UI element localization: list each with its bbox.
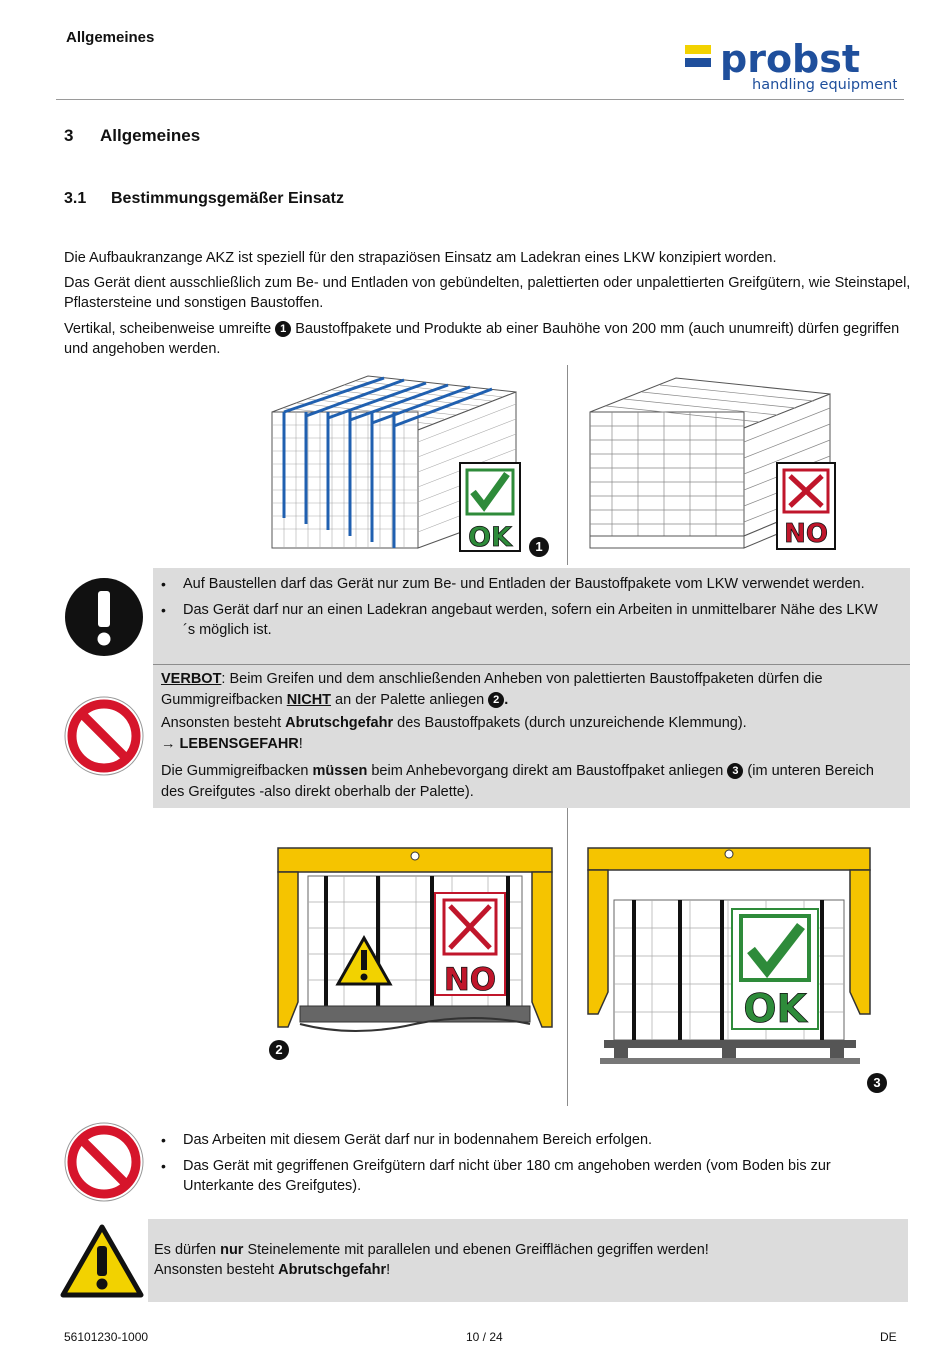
nicht-label: NICHT	[286, 692, 332, 708]
header-section-title: Allgemeines	[66, 29, 155, 46]
marker-3-figure-icon: 3	[867, 1073, 887, 1093]
lebensgefahr-line: → LEBENSGEFAHR!	[161, 736, 303, 752]
arrow-right-icon: →	[161, 736, 176, 752]
ok-label-2: OK	[743, 987, 807, 1030]
prohibition-2-icon	[64, 1122, 144, 1207]
gripper-wrong-illustration	[274, 842, 556, 1047]
ground-item: • Das Gerät mit gegriffenen Greifgütern darf nicht über 180 cm angehoben werden (vom Boden bis zur Unterkante des Greifgutes).	[153, 1156, 898, 1196]
footer-language: DE	[880, 1330, 897, 1344]
header-divider	[56, 99, 904, 100]
mandatory-exclamation-icon	[64, 577, 144, 662]
notice-box	[153, 568, 910, 808]
warning-triangle-icon	[60, 1224, 144, 1303]
notice-divider	[153, 664, 910, 665]
ok-sign-icon	[459, 462, 521, 557]
marker-2-figure-icon: 2	[269, 1040, 289, 1060]
figure2-divider	[567, 808, 568, 1106]
ground-item: • Das Arbeiten mit diesem Gerät darf nur in bodennahem Bereich erfolgen.	[153, 1130, 898, 1150]
no-label: NO	[784, 519, 828, 549]
subsection-number: 3.1	[64, 190, 87, 207]
verbot-label: VERBOT	[161, 671, 222, 687]
prohibition-icon	[64, 696, 144, 781]
section-number: 3	[64, 126, 74, 145]
section-title: Allgemeines	[100, 126, 201, 145]
brand-name: probst	[720, 37, 861, 81]
marker-1-icon: 1	[275, 321, 291, 337]
marker-3-icon: 3	[727, 763, 743, 779]
intro-paragraph-1: Die Aufbaukranzange AKZ ist speziell für den strapaziösen Einsatz am Ladekran eines LKW konzipiert worden.	[64, 250, 777, 266]
warning-line-1: Es dürfen nur Steinelemente mit parallelen und ebenen Greifflächen gegriffen werden!	[154, 1242, 709, 1258]
probst-logo	[682, 32, 897, 94]
no-label-2: NO	[443, 962, 497, 996]
brand-tagline: handling equipment	[752, 77, 897, 93]
must-paragraph: Die Gummigreifbacken müssen beim Anhebevorgang direkt am Baustoffpaket anliegen 3 (im unteren Bereich des Greifgutes -also direkt oberhalb der Palette).	[161, 763, 874, 800]
no-sign-2-icon	[434, 892, 506, 1001]
figure1-divider	[567, 365, 568, 565]
danger-paragraph: Ansonsten besteht Abrutschgefahr des Baustoffpakets (durch unzureichende Klemmung).	[161, 715, 747, 731]
notice-item: • Auf Baustellen darf das Gerät nur zum Be- und Entladen der Baustoffpakete vom LKW verwendet werden.	[153, 574, 888, 594]
warning-box	[148, 1219, 908, 1302]
notice-list	[153, 574, 888, 646]
intro-paragraph-2: Das Gerät dient ausschließlich zum Be- und Entladen von gebündelten, palettierten oder unpalettierten Greifgütern, wie Steinstapel, Pflastersteine und sonstigen Baustoffen.	[64, 275, 911, 311]
verbot-paragraph: VERBOT: Beim Greifen und dem anschließenden Anheben von palettierten Baustoffpaketen dürfen die Gummigreifbacken NICHT an der Palette anliegen 2 .	[161, 671, 823, 708]
gripper-correct-illustration	[584, 842, 874, 1069]
notice-item: • Das Gerät darf nur an einen Ladekran angebaut werden, sofern ein Arbeiten in unmittelbarer Nähe des LKW´s möglich ist.	[153, 600, 888, 640]
footer-doc-number: 56101230-1000	[64, 1330, 149, 1344]
ground-list	[153, 1130, 898, 1202]
intro-paragraph-3: Vertikal, scheibenweise umreifte 1 Baustoffpakete und Produkte ab einer Bauhöhe von 200 mm (auch unumreift) dürfen gegriffen und angehoben werden.	[64, 321, 900, 357]
no-sign-icon	[776, 462, 836, 555]
footer-page-number: 10 / 24	[466, 1330, 503, 1344]
marker-1-figure-icon: 1	[529, 537, 549, 557]
subsection-title: Bestimmungsgemäßer Einsatz	[111, 190, 344, 207]
warning-line-2: Ansonsten besteht Abrutschgefahr!	[154, 1262, 391, 1278]
marker-2-icon: 2	[488, 692, 504, 708]
ok-sign-2-icon	[731, 908, 819, 1035]
ok-label: OK	[468, 522, 512, 552]
